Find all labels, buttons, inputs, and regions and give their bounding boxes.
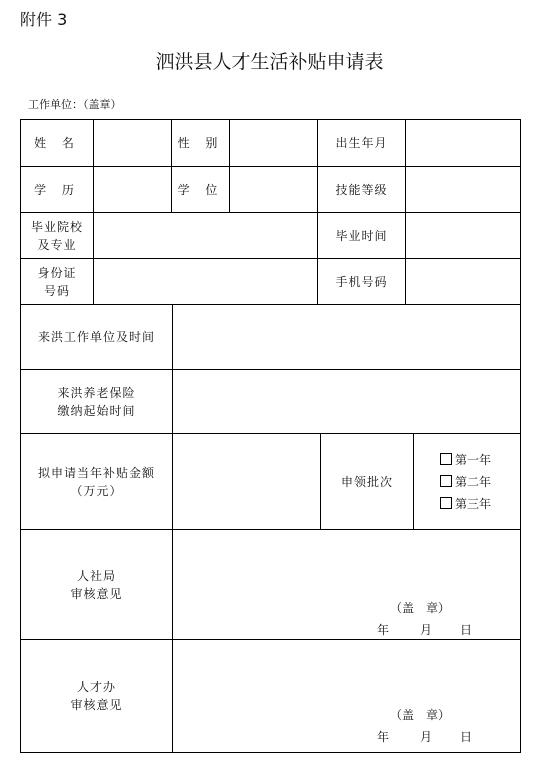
work-unit-time-label: 来洪工作单位及时间: [37, 330, 155, 344]
birth-date-field[interactable]: [406, 120, 520, 166]
graduation-time-field[interactable]: [406, 213, 520, 258]
subsidy-amount-label: [21, 434, 172, 529]
phone-label: 手机号码: [335, 274, 388, 289]
education-field[interactable]: [94, 167, 171, 212]
degree-label: 学 位: [177, 182, 224, 197]
batch-option-first[interactable]: [440, 451, 491, 467]
pension-label-line2: 缴纳起始时间: [57, 403, 136, 418]
batch-option-second[interactable]: [440, 473, 491, 489]
col-divider: [413, 433, 414, 530]
batch-option-label: 第三年: [455, 496, 492, 511]
batch-label: 申领批次: [340, 474, 393, 489]
id-number-field[interactable]: [94, 259, 317, 304]
school-major-label: [21, 213, 93, 258]
education-label: 学 历: [34, 182, 80, 197]
name-field[interactable]: [94, 120, 171, 166]
hr-date-month: 月: [420, 623, 433, 637]
amount-label-line1: 拟申请当年补贴金额: [37, 465, 155, 480]
hr-date-day: 日: [460, 623, 473, 637]
talent-label-line1: 人才办: [76, 680, 116, 694]
table-border-right: [520, 119, 521, 753]
batch-option-third[interactable]: [440, 495, 491, 511]
hr-label-line1: 人社局: [76, 568, 116, 583]
attachment-number: 附件 3: [20, 10, 68, 29]
table-border-bottom: [20, 752, 521, 753]
hr-label-line2: 审核意见: [70, 586, 123, 601]
hr-review-label: [21, 530, 172, 639]
talent-date-year: 年: [377, 730, 390, 744]
hr-seal-text: （盖 章）: [390, 601, 451, 615]
name-label: 姓 名: [34, 136, 80, 150]
school-label-line2: 及专业: [37, 237, 77, 252]
pension-label-line1: 来洪养老保险: [57, 385, 136, 400]
skill-level-label: 技能等级: [335, 182, 388, 197]
skill-level-field[interactable]: [406, 167, 520, 212]
pension-start-label: [21, 370, 172, 433]
id-number-label: [21, 259, 93, 304]
talent-seal-text: （盖 章）: [390, 708, 451, 722]
school-major-field[interactable]: [94, 213, 317, 258]
checkbox-icon[interactable]: [440, 497, 452, 509]
birth-date-label: 出生年月: [335, 136, 388, 150]
work-unit-label: 工作单位：（盖章）: [28, 98, 122, 111]
checkbox-icon[interactable]: [440, 453, 452, 465]
talent-label-line2: 审核意见: [70, 698, 123, 712]
subsidy-amount-field[interactable]: [173, 434, 320, 529]
phone-field[interactable]: [406, 259, 520, 304]
pension-start-field[interactable]: [173, 370, 520, 433]
hr-date-year: 年: [377, 623, 390, 637]
amount-label-line2: （万元）: [70, 483, 123, 498]
degree-field[interactable]: [230, 167, 317, 212]
talent-date-day: 日: [460, 730, 473, 744]
talent-review-label: [21, 640, 172, 752]
work-unit-time-field[interactable]: [173, 305, 520, 369]
gender-label: 性 别: [177, 136, 224, 150]
checkbox-icon[interactable]: [440, 475, 452, 487]
gender-field[interactable]: [230, 120, 317, 166]
form-title: 泗洪县人才生活补贴申请表: [155, 51, 384, 73]
batch-option-label: 第二年: [455, 474, 492, 489]
graduation-time-label: 毕业时间: [335, 228, 388, 243]
talent-date-month: 月: [420, 730, 433, 744]
id-label-line2: 号码: [43, 283, 70, 298]
id-label-line1: 身份证: [37, 265, 77, 280]
batch-option-label: 第一年: [455, 452, 492, 467]
school-label-line1: 毕业院校: [30, 219, 83, 234]
